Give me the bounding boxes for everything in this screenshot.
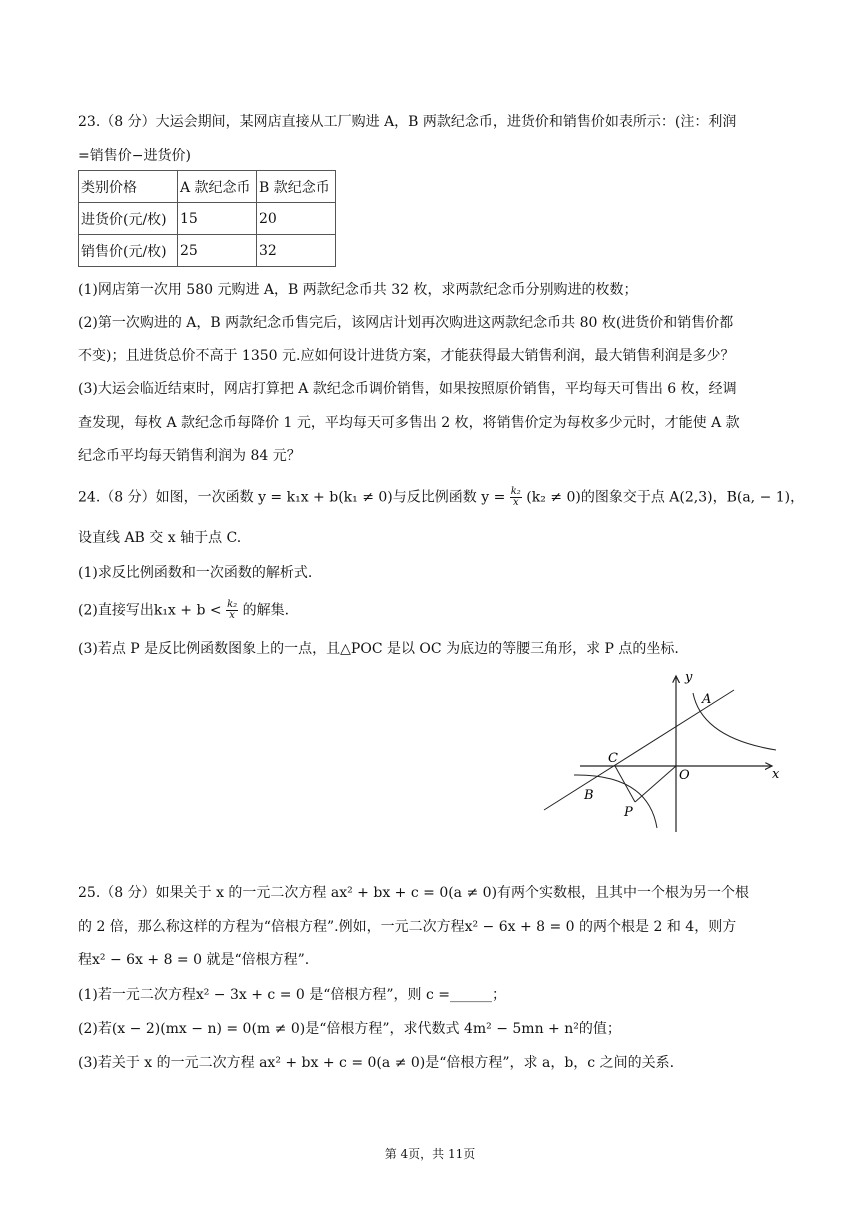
table-cell: 20 [257,203,336,235]
q23-part-3c: 纪念币平均每天销售利润为 84 元？ [78,448,301,464]
q23-part-3b: 查发现，每枚 A 款纪念币每降价 1 元，平均每天可多售出 2 枚，将销售价定为每枚多少元时，才能使 A 款 [78,415,740,431]
label-y: y [685,670,693,685]
function-graph-figure [540,668,790,838]
q24-line-1a: 24.（8 分）如图，一次函数 y = k₁x + b(k₁ ≠ 0)与反比例函数 y = [78,489,506,506]
line-ab [544,690,734,810]
table-header-cell: B 款纪念币 [257,171,336,203]
q24-part-1: (1)求反比例函数和一次函数的解析式. [78,565,313,581]
q23-part-1: (1)网店第一次用 580 元购进 A，B 两款纪念币共 32 枚，求两款纪念币分别购进的枚数； [78,282,638,298]
page-footer: 第 4页，共 11页 [384,1147,476,1161]
segment-pc [615,766,635,802]
q24-part-3: (3)若点 P 是反比例函数图象上的一点，且△POC 是以 OC 为底边的等腰三角形，求 P 点的坐标. [78,641,679,657]
label-p: P [624,805,633,820]
q25-part-2: (2)若(x − 2)(mx − n) = 0(m ≠ 0)是“倍根方程”，求代数式 4m² − 5mn + n²的值； [78,1021,621,1037]
price-table [78,170,336,267]
q24-line-1b: (k₂ ≠ 0)的图象交于点 A(2,3)，B(a, − 1)， [526,489,805,506]
table-row [79,203,336,235]
fraction-numerator: k₂ [227,599,238,610]
q23-part-2a: (2)第一次购进的 A，B 两款纪念币售完后，该网店计划再次购进这两款纪念币共 80 枚(进货价和销售价都 [78,315,734,331]
q24-line-2: 设直线 AB 交 x 轴于点 C. [78,530,242,546]
label-x: x [772,767,780,782]
q25-line-2: 的 2 倍，那么称这样的方程为“倍根方程”.例如，一元二次方程x² − 6x + 8 = 0 的两个根是 2 和 4，则方 [78,919,737,935]
q23-part-3a: (3)大运会临近结束时，网店打算把 A 款纪念币调价销售，如果按照原价销售，平均每天可售出 6 枚，经调 [78,381,737,397]
fraction-numerator: k₂ [510,486,521,497]
k2-over-x-fraction [226,600,238,621]
q24-part-2 [78,600,289,621]
table-cell: 32 [257,235,336,267]
q25-line-3: 程x² − 6x + 8 = 0 就是“倍根方程”. [78,952,310,968]
fraction-denominator: x [512,497,519,508]
label-c: C [608,751,618,766]
q25-part-1: (1)若一元二次方程x² − 3x + c = 0 是“倍根方程”，则 c =______； [78,987,507,1003]
table-header-row [79,171,336,203]
q23-part-2b: 不变)；且进货总价不高于 1350 元.应如何设计进货方案，才能获得最大销售利润，最大销售利润是多少？ [78,348,735,364]
q23-line-2: =销售价−进货价) [78,148,191,164]
table-header-cell: 类别价格 [79,171,178,203]
segment-po [635,766,676,802]
table-header-cell: A 款纪念币 [178,171,257,203]
k2-over-x-fraction [510,487,522,508]
table-cell: 销售价(元/枚) [79,235,178,267]
table-cell: 25 [178,235,257,267]
q23-line-1: 23.（8 分）大运会期间，某网店直接从工厂购进 A，B 两款纪念币，进货价和销售价如表所示：(注：利润 [78,114,737,130]
label-b: B [584,788,594,803]
label-a: A [702,692,712,707]
q25-part-3: (3)若关于 x 的一元二次方程 ax² + bx + c = 0(a ≠ 0)是“倍根方程”，求 a，b，c 之间的关系. [78,1055,675,1071]
table-cell: 进货价(元/枚) [79,203,178,235]
q24-part-2b: 的解集. [242,602,290,619]
label-o: O [679,768,690,783]
table-row [79,235,336,267]
q24-line-1 [78,487,804,508]
table-cell: 15 [178,203,257,235]
q24-part-2a: (2)直接写出k₁x + b < [78,602,222,619]
q25-line-1: 25.（8 分）如果关于 x 的一元二次方程 ax² + bx + c = 0(a ≠ 0)有两个实数根，且其中一个根为另一个根 [78,885,750,901]
fraction-denominator: x [229,610,235,621]
